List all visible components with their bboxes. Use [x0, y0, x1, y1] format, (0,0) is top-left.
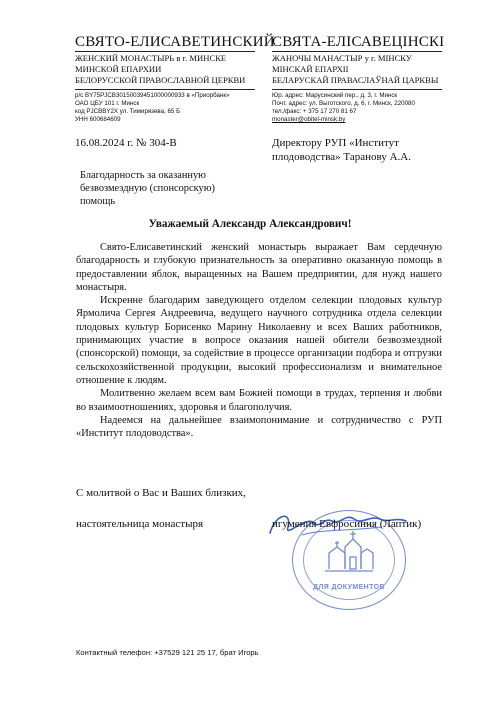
letterhead-right-line2: МІНСКАЙ ЕПАРХІІ — [272, 64, 349, 74]
letterhead-right-rule — [272, 51, 442, 52]
letterhead-left-line3: БЕЛОРУССКОЙ ПРАВОСЛАВНОЙ ЦЕРКВИ — [75, 75, 246, 85]
stamp-caption: ДЛЯ ДОКУМЕНТОВ — [313, 584, 385, 591]
email-link[interactable]: monaster@obitel-minsk.by — [272, 116, 346, 123]
closing-line: С молитвой о Вас и Ваших близких, — [76, 487, 246, 499]
paragraph-1: Свято-Елисаветинский женский монастырь выражает Вам сердечную благодарность и глубокую признательность за оперативно оказанную помощь в предоставлении яблок, выращенных на Вашем предприятии, для нужд нашего монастыря. — [76, 242, 442, 293]
subject-line1: Благодарность за оказанную — [80, 170, 206, 181]
contact-phone: Контактный телефон: +37529 121 25 17, брат Игорь — [76, 648, 259, 657]
legal-address: Юр. адрес: Марусинский пер., д. 3, г. Минск — [272, 92, 398, 99]
unn: УНН 600684609 — [75, 116, 121, 123]
letterhead-right-line3: БЕЛАРУСКАЙ ПРАВАСЛАЎНАЙ ЦАРКВЫ — [272, 75, 439, 85]
letterhead-left-title: СВЯТО-ЕЛИСАВЕТИНСКИЙ — [75, 34, 275, 50]
letterhead-left-line2: МИНСКОЙ ЕПАРХИИ — [75, 64, 162, 74]
phone-fax: тел./факс: + 375 17 270 81 67 — [272, 108, 357, 115]
letterhead-left-rule — [75, 51, 255, 52]
recipient-line2: плодоводства» Таранову А.А. — [272, 151, 411, 163]
bank-code: код PJCBBY2X ул. Тимирязева, 65 Б — [75, 108, 181, 115]
subject-line3: помощь — [80, 196, 116, 207]
salutation: Уважаемый Александр Александрович! — [148, 218, 352, 230]
paragraph-3: Молитвенно желаем всем вам Божией помощи в трудах, терпения и любви во взаимоотношениях, здоровья и благополучия. — [76, 388, 442, 413]
letterhead-right-line1: ЖАНОЧЫ МАНАСТЫР у г. МІНСКУ — [272, 53, 412, 63]
signer-name: игумения Евфросиния (Лаптик) — [272, 518, 422, 530]
subject-line2: безвозмездную (спонсорскую) — [80, 183, 215, 194]
postal-address: Почт. адрес: ул. Выготского, д. 6, г. Минск, 220080 — [272, 100, 415, 107]
letterhead-left-rule-2 — [75, 89, 255, 90]
date-number: 16.08.2024 г. № 304-В — [75, 137, 177, 149]
bank-name: ОАО ЦБУ 101 г. Минск — [75, 100, 140, 107]
bank-account: р/с BY75PJCB30150039451000000933 в «Приорбанк» — [75, 92, 230, 99]
letterhead-left-line1: ЖЕНСКИЙ МОНАСТЫРЬ в г. МИНСКЕ — [75, 53, 227, 63]
letterhead-right-rule-2 — [272, 89, 442, 90]
signer-title: настоятельница монастыря — [76, 518, 204, 530]
recipient-line1: Директору РУП «Институт — [272, 137, 399, 149]
paragraph-2: Искренне благодарим заведующего отделом селекции плодовых культур Ярмолича Сергея Андреевича, ведущего научного сотрудника отдела селекции плодовых культур Борисенко Марину Николаевну и всех Ваших работников, принимающих участие в вопросе оказания нашей обители безвозмездной (спонсорской) помощи, за содействие в процессе организации подбора и отгрузки сельскохозяйственной продукции, высокий профессионализм и внимательное отношение к людям. — [76, 295, 442, 386]
letter-body — [76, 241, 442, 440]
letterhead-right-title: СВЯТА-ЕЛІСАВЕЦІНСКІ — [272, 34, 445, 50]
paragraph-4: Надеемся на дальнейшее взаимопонимание и сотрудничество с РУП «Институт плодоводства». — [76, 414, 442, 440]
